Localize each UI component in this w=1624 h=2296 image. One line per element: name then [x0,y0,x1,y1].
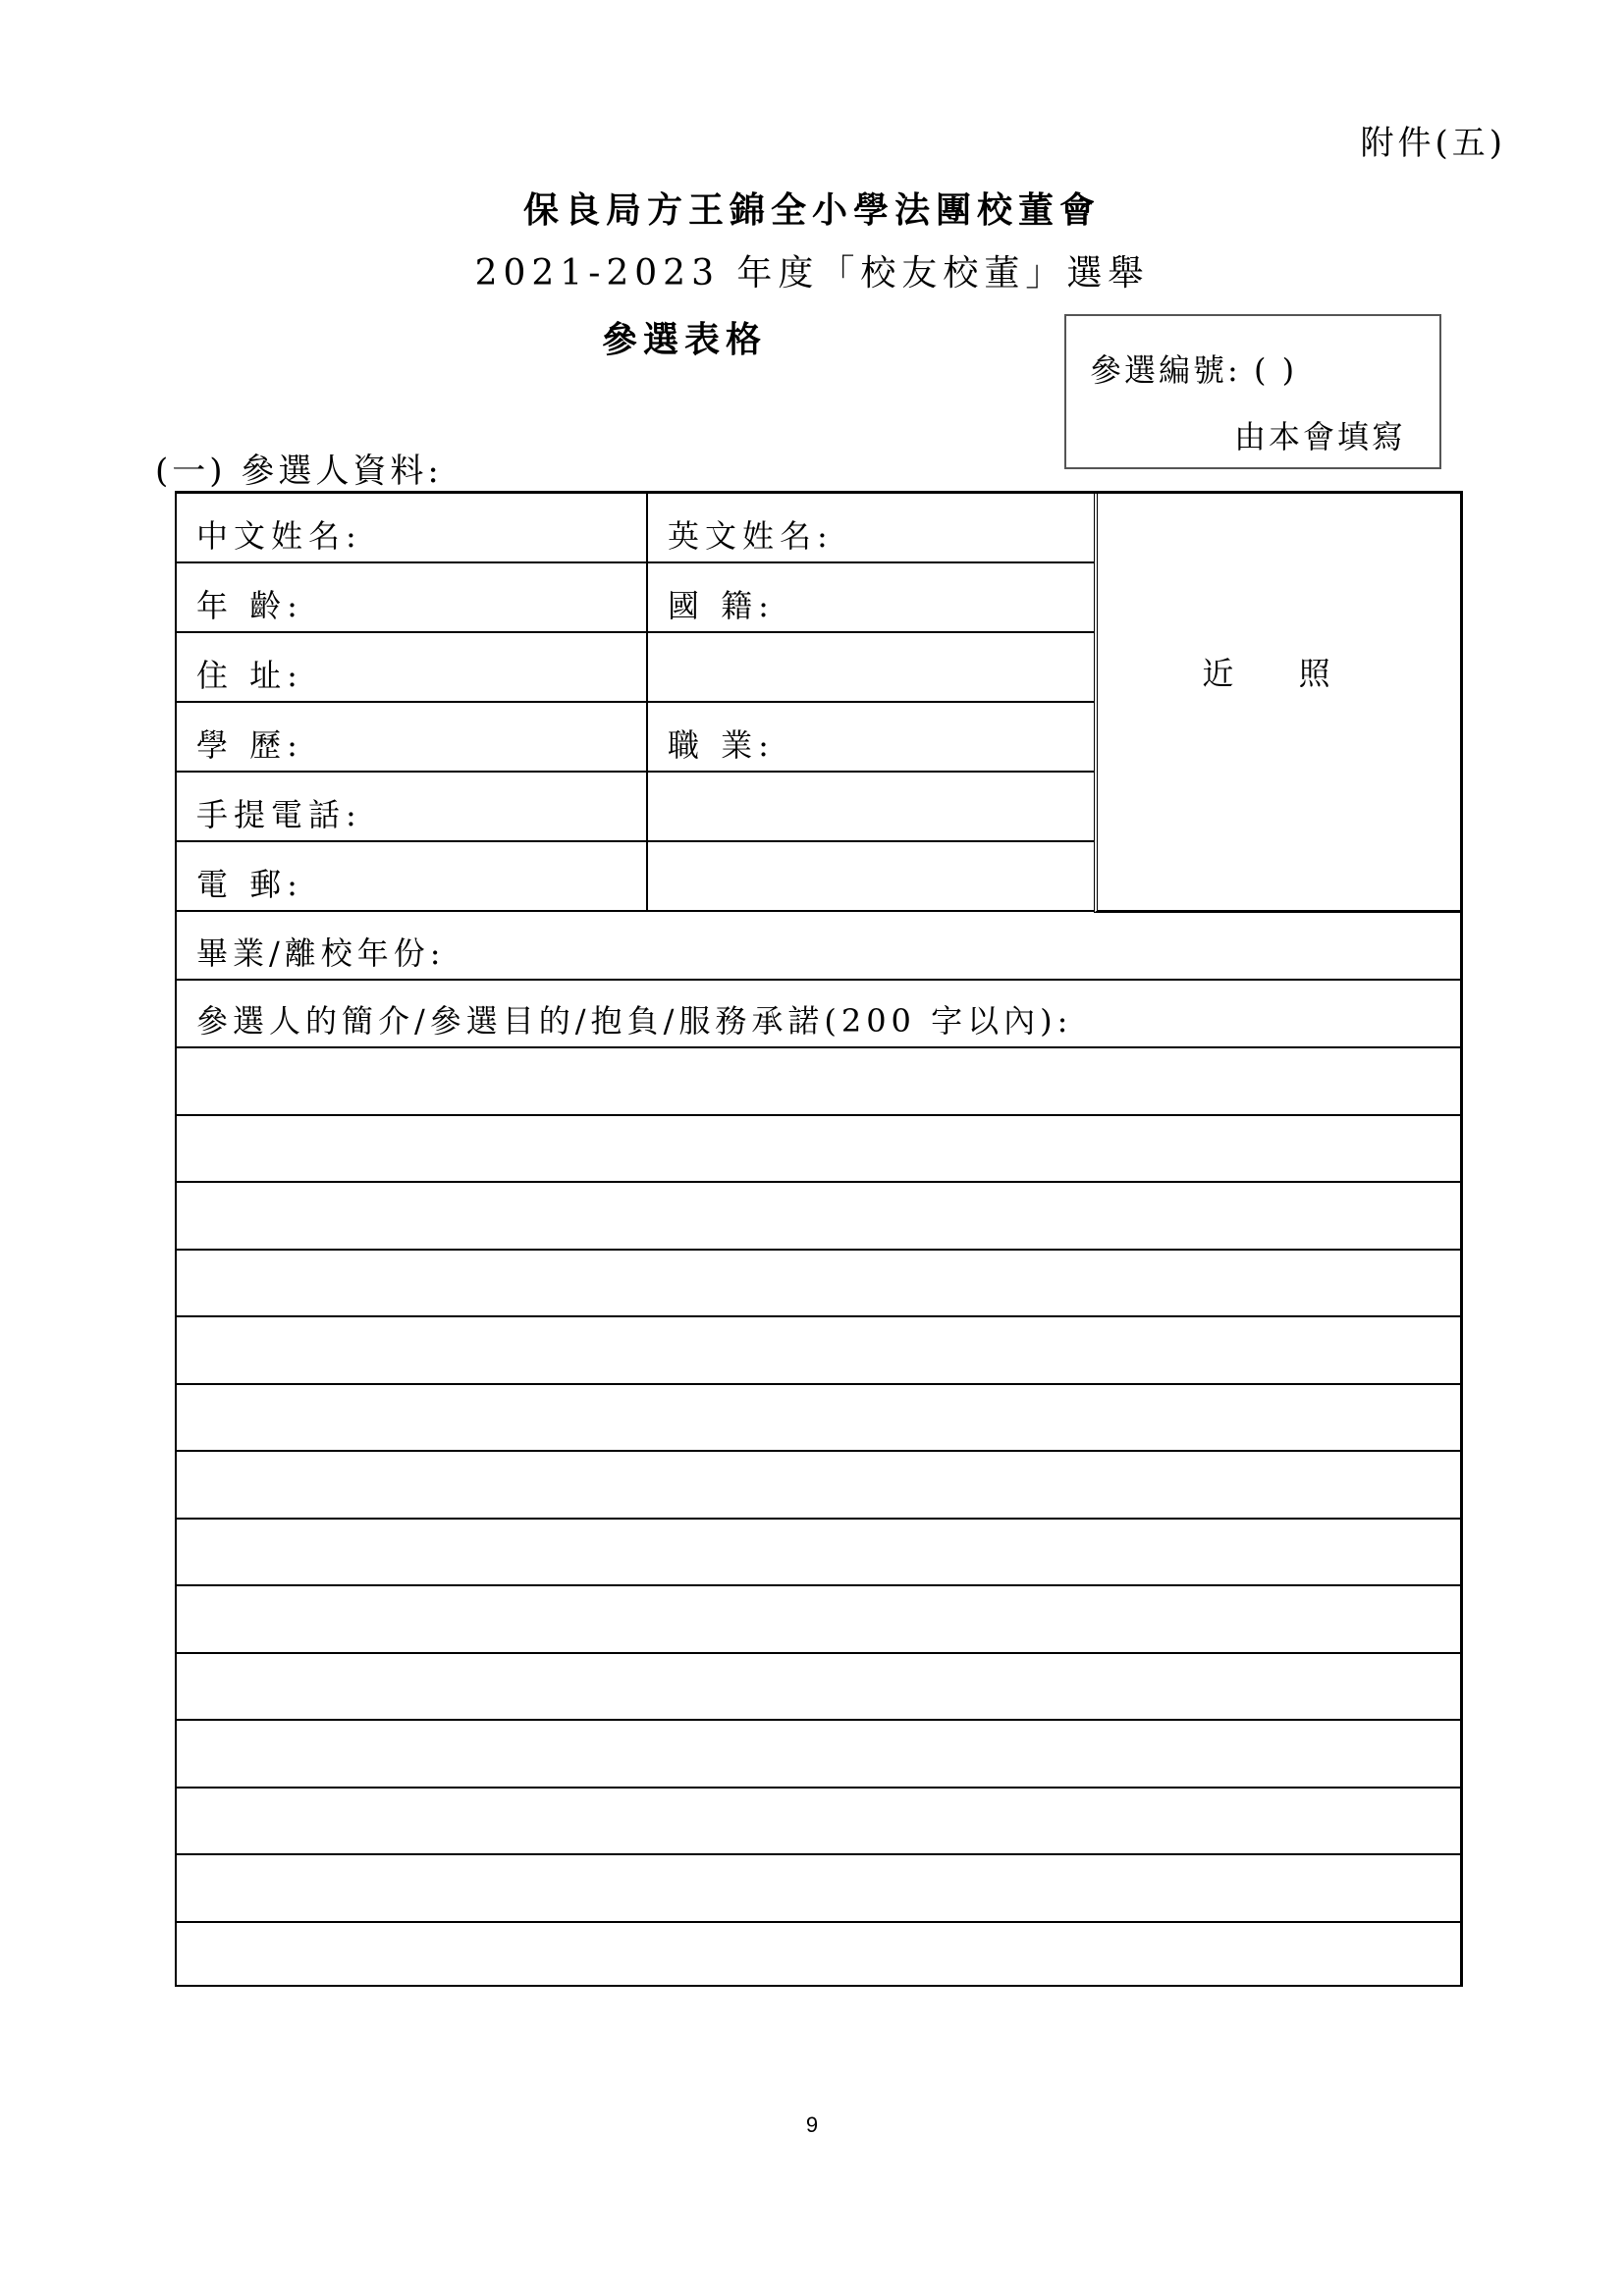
nationality-field[interactable] [648,563,1095,631]
election-title: 2021-2023 年度「校友校董」選舉 [474,253,1150,294]
writing-line[interactable] [177,1789,1462,1856]
field-label: 畢業/離校年份: [196,934,446,972]
form-row [177,494,1095,563]
field-label: 手提電話: [196,796,362,833]
section-heading: (一) 參選人資料: [155,452,443,491]
field-label: 電 郵: [196,866,303,903]
candidate-number-label: 參選編號: ( ) [1090,351,1298,389]
form-row [177,842,1095,912]
writing-line[interactable] [177,1654,1462,1722]
age-field[interactable] [177,563,648,631]
writing-line[interactable] [177,1855,1462,1923]
field-label: 中文姓名: [196,517,362,555]
office-use-note: 由本會填寫 [1233,418,1406,455]
writing-line[interactable] [177,1317,1462,1385]
email-field[interactable] [177,842,648,910]
writing-line[interactable] [177,1586,1462,1654]
field-label: 參選人的簡介/參選目的/抱負/服務承諾(200 字以內): [196,1002,1073,1040]
candidate-form [175,491,1463,1987]
field-label: 職 業: [668,726,775,764]
document-title: 保良局方王錦全小學法團校董會 [522,189,1101,231]
form-title: 參選表格 [601,319,767,360]
field-label: 學 歷: [196,726,303,764]
form-row [177,633,1095,703]
writing-line[interactable] [177,1385,1462,1453]
candidate-number-box [1064,314,1441,469]
graduation-year-field[interactable] [177,913,1462,981]
page-number: 9 [805,2112,819,2137]
writing-line[interactable] [177,1923,1462,1991]
profile-heading-row [177,981,1462,1048]
writing-line[interactable] [177,1721,1462,1789]
writing-line[interactable] [177,1452,1462,1520]
field-label: 英文姓名: [668,517,834,555]
mobile-phone-field[interactable] [177,773,648,840]
form-row [177,703,1095,773]
writing-line[interactable] [177,1183,1462,1251]
writing-line[interactable] [177,1251,1462,1318]
field-label: 住 址: [196,657,303,694]
occupation-field[interactable] [648,703,1095,771]
annex-label: 附件(五) [1360,124,1506,163]
writing-line[interactable] [177,1116,1462,1184]
form-row [177,773,1095,842]
writing-line[interactable] [177,1048,1462,1116]
photo-box[interactable] [1094,494,1462,913]
english-name-field[interactable] [648,494,1095,561]
address-field[interactable] [177,633,648,701]
writing-line[interactable] [177,1520,1462,1587]
chinese-name-field[interactable] [177,494,648,561]
field-label: 國 籍: [668,587,775,624]
email-value[interactable] [648,842,1095,910]
photo-label: 近 照 [1202,655,1358,692]
education-field[interactable] [177,703,648,771]
form-row [177,563,1095,633]
address-continued-field[interactable] [648,633,1095,701]
field-label: 年 齡: [196,587,303,624]
mobile-phone-value[interactable] [648,773,1095,840]
